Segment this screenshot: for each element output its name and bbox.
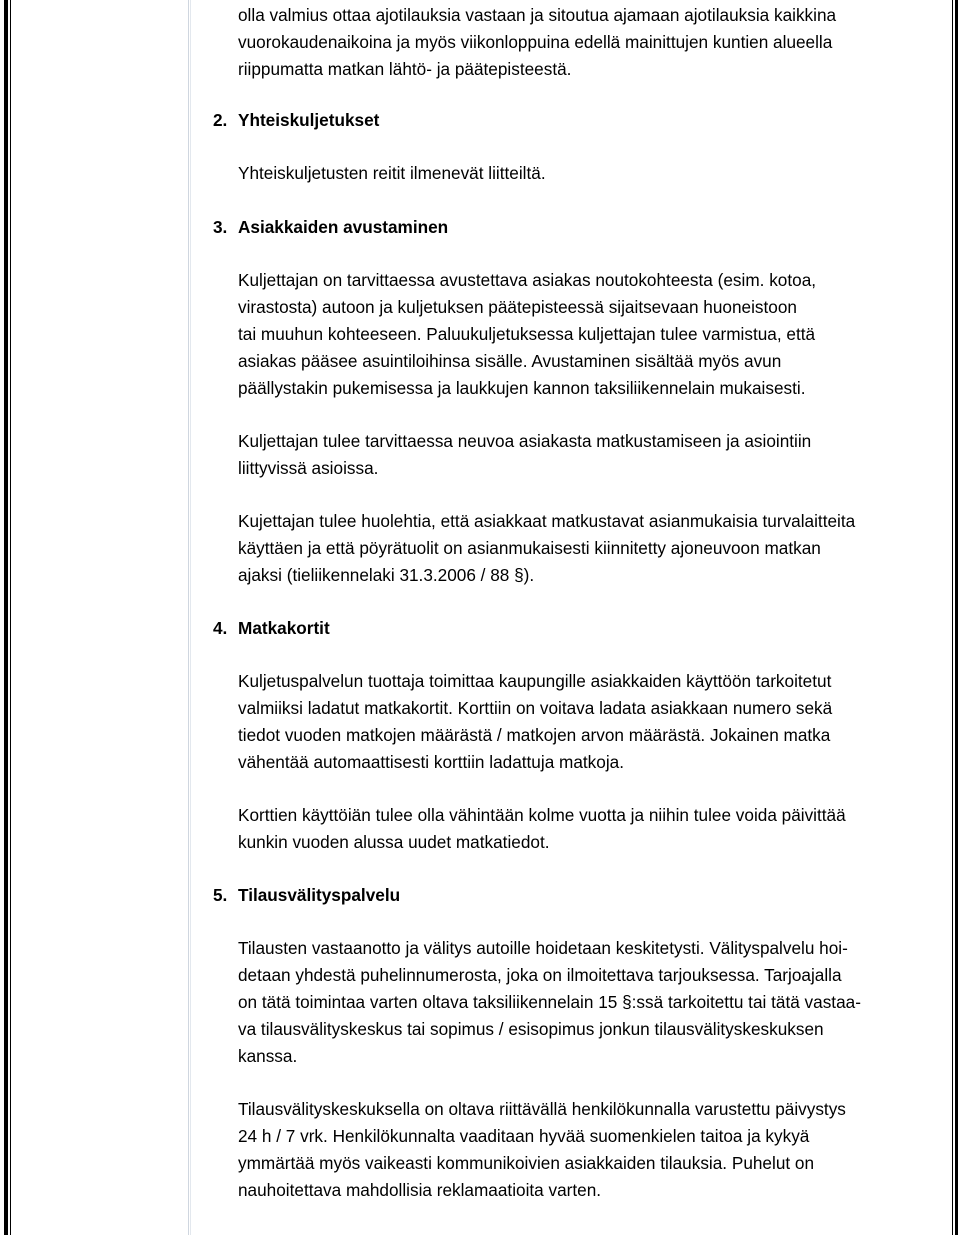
section-number: 4.: [213, 618, 228, 638]
paragraph-line: Kuljettajan on tarvittaessa avustettava asiakas noutokohteesta (esim. kotoa,: [238, 270, 817, 290]
section-heading: Tilausvälityspalvelu: [238, 885, 401, 905]
paragraph-line: Kujettajan tulee huolehtia, että asiakkaat matkustavat asianmukaisia turvalaitteita: [238, 511, 856, 531]
section-heading: Yhteiskuljetukset: [238, 110, 380, 130]
paragraph-line: asiakas pääsee asuintiloihinsa sisälle. Avustaminen sisältää myös avun: [238, 351, 782, 371]
paragraph-line: ymmärtää myös vaikeasti kommunikoivien asiakkaiden tilauksia. Puhelut on: [238, 1153, 815, 1173]
paragraph-line: valmiiksi ladatut matkakortit. Korttiin on voitava ladata asiakkaan numero sekä: [238, 698, 833, 718]
section-number: 3.: [213, 217, 228, 237]
intro-line: riippumatta matkan lähtö- ja päätepisteestä.: [238, 59, 572, 79]
paragraph-line: tiedot vuoden matkojen määrästä / matkojen arvon määrästä. Jokainen matka: [238, 725, 831, 745]
paragraph-line: kanssa.: [238, 1046, 298, 1066]
section-number: 2.: [213, 110, 228, 130]
paragraph-line: tai muuhun kohteeseen. Paluukuljetuksessa kuljettajan tulee varmistua, että: [238, 324, 816, 344]
paragraph-line: päällystakin pukemisessa ja laukkujen kannon taksiliikennelain mukaisesti.: [238, 378, 806, 398]
paragraph-line: Yhteiskuljetusten reitit ilmenevät liitteiltä.: [238, 163, 546, 183]
paragraph-line: liittyvissä asioissa.: [238, 458, 379, 478]
paragraph-line: virastosta) autoon ja kuljetuksen päätepisteessä sijaitsevaan huoneistoon: [238, 297, 797, 317]
paragraph-line: Tilausvälityskeskuksella on oltava riittävällä henkilökunnalla varustettu päivystys: [238, 1099, 846, 1119]
paragraph-line: Kuljetuspalvelun tuottaja toimittaa kaupungille asiakkaiden käyttöön tarkoitetut: [238, 671, 832, 691]
paragraph-line: vähentää automaattisesti korttiin ladattuja matkoja.: [238, 752, 624, 772]
section-number: 5.: [213, 885, 228, 905]
intro-line: vuorokaudenaikoina ja myös viikonloppuina edellä mainittujen kuntien alueella: [238, 32, 833, 52]
section-heading: Matkakortit: [238, 618, 330, 638]
paragraph-line: detaan yhdestä puhelinnumerosta, joka on ilmoitettava tarjouksessa. Tarjoajalla: [238, 965, 842, 985]
paragraph-line: Korttien käyttöiän tulee olla vähintään kolme vuotta ja niihin tulee voida päivittää: [238, 805, 846, 825]
paragraph-line: Kuljettajan tulee tarvittaessa neuvoa asiakasta matkustamiseen ja asiointiin: [238, 431, 812, 451]
paragraph-line: va tilausvälityskeskus tai sopimus / esisopimus jonkun tilausvälityskeskuksen: [238, 1019, 824, 1039]
paragraph-line: Tilausten vastaanotto ja välitys autoille hoidetaan keskitetysti. Välityspalvelu hoi-: [238, 938, 848, 958]
paragraph-line: 24 h / 7 vrk. Henkilökunnalta vaaditaan hyvää suomenkielen taitoa ja kykyä: [238, 1126, 810, 1146]
paragraph-line: käyttäen ja että pöyrätuolit on asianmukaisesti kiinnitetty ajoneuvoon matkan: [238, 538, 821, 558]
paragraph-line: kunkin vuoden alussa uudet matkatiedot.: [238, 832, 550, 852]
intro-line: olla valmius ottaa ajotilauksia vastaan ja sitoutua ajamaan ajotilauksia kaikkina: [238, 5, 837, 25]
section-heading: Asiakkaiden avustaminen: [238, 217, 449, 237]
paragraph-line: ajaksi (tieliikennelaki 31.3.2006 / 88 §).: [238, 565, 535, 585]
paragraph-line: nauhoitettava mahdollisia reklamaatioita varten.: [238, 1180, 602, 1200]
paragraph-line: on tätä toimintaa varten oltava taksiliikennelain 15 §:ssä tarkoitettu tai tätä vastaa-: [238, 992, 861, 1012]
